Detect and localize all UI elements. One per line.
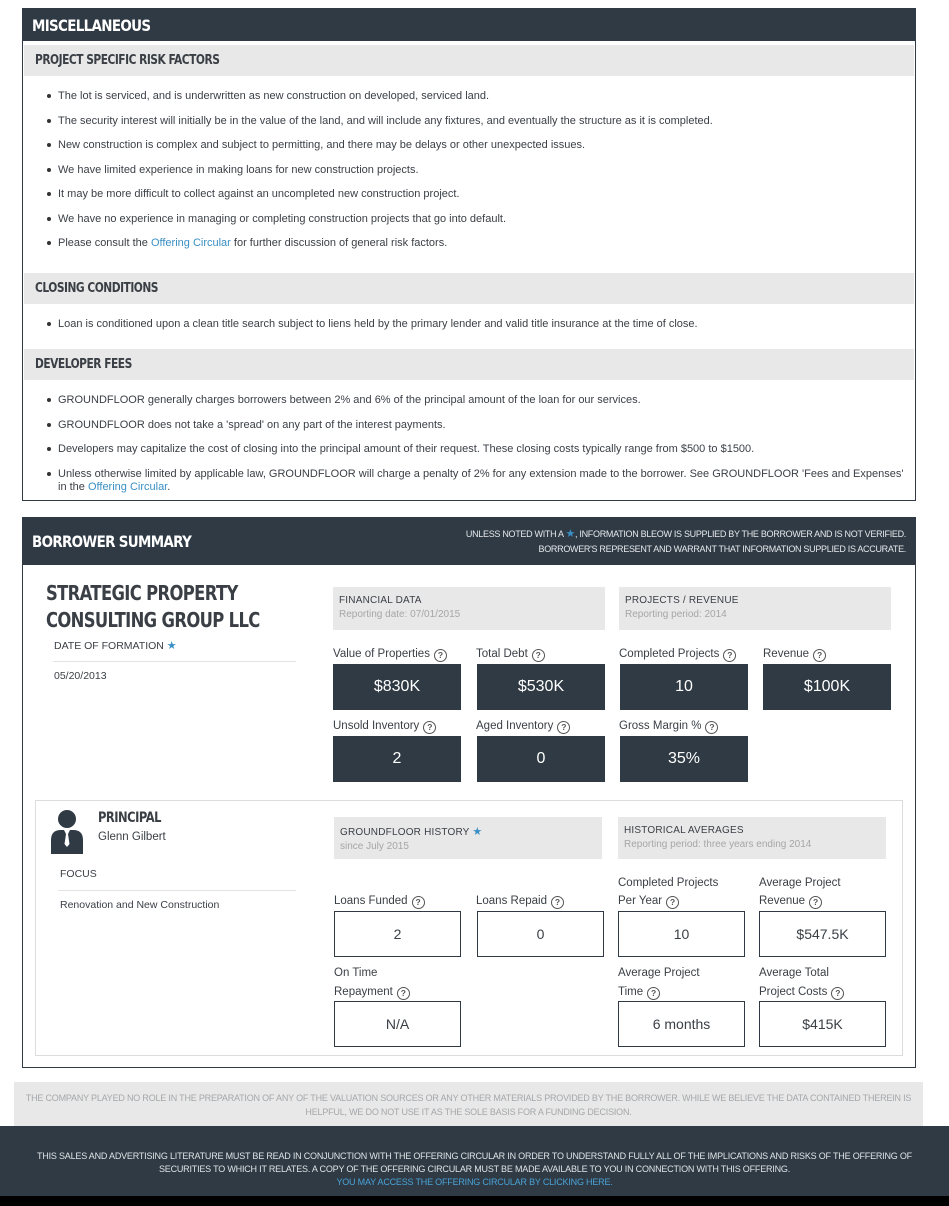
stat-label — [476, 645, 545, 663]
list-item: The security interest will initially be in the value of the land, and will include any fixtures, and eventually the structure as it is completed. — [23, 115, 915, 129]
help-icon[interactable]: ? — [397, 987, 410, 1000]
stat-label — [759, 892, 822, 910]
list-item-text: for further discussion of general risk factors. — [230, 237, 448, 249]
stat-label — [759, 874, 841, 892]
risk-factors-title: PROJECT SPECIFIC RISK FACTORS — [35, 53, 220, 68]
help-icon[interactable]: ? — [434, 649, 447, 662]
developer-fees-title: DEVELOPER FEES — [35, 357, 132, 372]
star-icon: ★ — [166, 640, 177, 652]
historical-averages-box — [618, 817, 886, 859]
revenue: $100K — [763, 664, 891, 710]
loans-repaid: 0 — [477, 911, 604, 957]
borrower-summary-panel — [22, 517, 916, 1068]
completed-projects: 10 — [620, 664, 748, 710]
average-project-time: 6 months — [618, 1001, 745, 1047]
list-item-text: Unless otherwise limited by applicable law, GROUNDFLOOR will charge a penalty of 2% for any extension made to the borrower. See GROUNDFLOOR 'Fees and Expenses' in the — [58, 467, 904, 493]
history-sub: since July 2015 — [340, 841, 409, 852]
stat-label-text: Project Costs — [759, 986, 828, 998]
help-icon[interactable]: ? — [423, 721, 436, 734]
list-item: Developers may capitalize the cost of closing into the principal amount of their request. These closing costs typically range from $500 to $1500. — [23, 443, 915, 457]
stat-label — [334, 964, 377, 982]
company-name: STRATEGIC PROPERTY CONSULTING GROUP LLC — [46, 581, 260, 632]
user-icon — [50, 810, 84, 854]
offering-circular-link[interactable]: Offering Circular — [150, 237, 231, 249]
help-icon[interactable]: ? — [705, 721, 718, 734]
average-total-project-costs: $415K — [759, 1001, 886, 1047]
stat-label-text: Per Year — [618, 895, 663, 907]
note-text: UNLESS NOTED WITH A — [465, 529, 564, 539]
borrower-note — [466, 526, 906, 557]
focus-label: FOCUS — [60, 868, 97, 880]
help-icon[interactable]: ? — [813, 649, 826, 662]
focus-value: Renovation and New Construction — [60, 899, 220, 911]
miscellaneous-header — [23, 9, 915, 41]
footer — [0, 1126, 949, 1196]
stat-label — [619, 645, 736, 663]
list-item: The lot is serviced, and is underwritten as new construction on developed, serviced land. — [23, 90, 915, 104]
list-item: We have limited experience in making loans for new construction projects. — [23, 164, 915, 178]
aged-inventory: 0 — [477, 736, 605, 782]
average-project-revenue: $547.5K — [759, 911, 886, 957]
financial-data-box — [333, 587, 605, 630]
developer-fees-list — [23, 380, 915, 501]
borrower-summary-title: BORROWER SUMMARY — [32, 532, 192, 551]
stat-label-text: Revenue — [759, 895, 806, 907]
star-icon: ★ — [472, 826, 483, 838]
stat-label — [763, 645, 826, 663]
list-item-text: . — [167, 481, 171, 493]
note-text: BORROWER'S REPRESENT AND WARRANT THAT INFORMATION SUPPLIED IS ACCURATE. — [538, 544, 906, 554]
miscellaneous-title: MISCELLANEOUS — [32, 15, 151, 35]
list-item: It may be more difficult to collect against an uncompleted new construction project. — [23, 188, 915, 202]
completed-projects-per-year: 10 — [618, 911, 745, 957]
borrower-summary-header — [23, 518, 915, 565]
stat-label-text: Revenue — [763, 648, 810, 660]
on-time-repayment: N/A — [334, 1001, 461, 1047]
closing-conditions-list — [23, 304, 915, 346]
stat-label — [759, 964, 829, 982]
formation-label-text: DATE OF FORMATION — [54, 640, 164, 652]
list-item: New construction is complex and subject to permitting, and there may be delays or other unexpected issues. — [23, 139, 915, 153]
divider — [53, 661, 296, 662]
stat-label — [333, 717, 436, 735]
risk-factors-list — [23, 76, 915, 257]
list-item: GROUNDFLOOR generally charges borrowers between 2% and 6% of the principal amount of the loan for our services. — [23, 394, 915, 408]
stat-label — [618, 874, 718, 892]
stat-label-text: Aged Inventory — [476, 720, 554, 732]
stat-label-text: Loans Funded — [334, 895, 408, 907]
help-icon[interactable]: ? — [557, 721, 570, 734]
stat-label — [618, 964, 700, 982]
loans-funded: 2 — [334, 911, 461, 957]
formation-label — [54, 639, 177, 652]
help-icon[interactable]: ? — [666, 896, 679, 909]
principal-title: PRINCIPAL — [98, 810, 161, 826]
history-title — [340, 825, 596, 838]
list-item: We have no experience in managing or completing construction projects that go into default. — [23, 213, 915, 227]
stat-label-text: Completed Projects — [619, 648, 720, 660]
groundfloor-history-box — [334, 817, 602, 859]
help-icon[interactable]: ? — [809, 896, 822, 909]
list-item-text: Please consult the — [58, 237, 151, 249]
closing-conditions-title: CLOSING CONDITIONS — [35, 280, 158, 296]
list-item — [23, 468, 915, 495]
total-debt: $530K — [477, 664, 605, 710]
list-item: Loan is conditioned upon a clean title search subject to liens held by the primary lender and valid title insurance at the time of close. — [23, 318, 915, 332]
stat-label-text: Time — [618, 986, 644, 998]
stat-label — [618, 892, 679, 910]
help-icon[interactable]: ? — [551, 896, 564, 909]
help-icon[interactable]: ? — [532, 649, 545, 662]
stat-label — [334, 892, 425, 910]
averages-title: HISTORICAL AVERAGES — [624, 825, 744, 836]
help-icon[interactable]: ? — [831, 987, 844, 1000]
help-icon[interactable]: ? — [412, 896, 425, 909]
list-item: GROUNDFLOOR does not take a 'spread' on any part of the interest payments. — [23, 419, 915, 433]
list-item — [23, 237, 915, 251]
averages-sub: Reporting period: three years ending 2014 — [624, 839, 812, 850]
history-title-text: GROUNDFLOOR HISTORY — [340, 827, 470, 838]
offering-circular-link[interactable]: Offering Circular — [87, 481, 168, 493]
projects-revenue-title: PROJECTS / REVENUE — [625, 595, 739, 606]
help-icon[interactable]: ? — [723, 649, 736, 662]
stat-label-text: Average Total — [759, 967, 829, 979]
stat-label-text: Average Project — [759, 877, 841, 889]
help-icon[interactable]: ? — [647, 987, 660, 1000]
principal-card — [35, 800, 903, 1056]
stat-label — [334, 983, 410, 1001]
valuation-disclaimer: THE COMPANY PLAYED NO ROLE IN THE PREPARATION OF ANY OF THE VALUATION SOURCES OR ANY OTHER MATERIALS PROVIDED BY THE BORROWER. WHILE WE BELIEVE THE DATA CONTAINED THEREIN IS HELPFUL, WE DO NOT USE IT AS THE SOLE BASIS FOR A FUNDING DECISION. — [14, 1082, 923, 1126]
financial-data-title: FINANCIAL DATA — [339, 595, 422, 606]
risk-factors-heading — [24, 45, 914, 76]
stat-label — [618, 983, 660, 1001]
value-of-properties: $830K — [333, 664, 461, 710]
unsold-inventory: 2 — [333, 736, 461, 782]
stat-label-text: Unsold Inventory — [333, 720, 420, 732]
stat-label-text: Gross Margin % — [619, 720, 702, 732]
star-icon: ★ — [565, 528, 575, 540]
projects-revenue-sub: Reporting period: 2014 — [625, 609, 727, 620]
closing-conditions-heading — [24, 273, 914, 304]
miscellaneous-panel — [22, 8, 916, 501]
developer-fees-heading — [24, 349, 914, 380]
stat-label-text: Loans Repaid — [476, 895, 547, 907]
footer-text: THIS SALES AND ADVERTISING LITERATURE MUST BE READ IN CONJUNCTION WITH THE OFFERING CIRCULAR IN ORDER TO UNDERSTAND FULLY ALL OF THE IMPLICATIONS AND RISKS OF THE OFFERING OF SECURITIES TO WHICH IT RELATES. A COPY OF THE OFFERING CIRCULAR MUST BE MADE AVAILABLE TO YOU IN CONNECTION WITH THIS OFFERING. — [36, 1151, 912, 1174]
stat-label-text: On Time — [334, 967, 378, 979]
financial-data-sub: Reporting date: 07/01/2015 — [339, 609, 461, 620]
gross-margin: 35% — [620, 736, 748, 782]
note-text: , INFORMATION BLEOW IS SUPPLIED BY THE BORROWER AND IS NOT VERIFIED. — [575, 529, 906, 539]
principal-name: Glenn Gilbert — [98, 831, 166, 843]
stat-label — [759, 983, 844, 1001]
divider — [58, 890, 296, 891]
formation-date: 05/20/2013 — [54, 670, 107, 682]
offering-circular-footer-link[interactable]: YOU MAY ACCESS THE OFFERING CIRCULAR BY CLICKING HERE. — [336, 1177, 613, 1187]
stat-label-text: Repayment — [334, 986, 393, 998]
stat-label-text: Total Debt — [476, 648, 528, 660]
stat-label — [476, 717, 570, 735]
stat-label — [619, 717, 718, 735]
stat-label-text: Completed Projects — [618, 877, 719, 889]
stat-label-text: Average Project — [618, 967, 700, 979]
projects-revenue-box — [619, 587, 891, 630]
stat-label — [333, 645, 447, 663]
stat-label — [476, 892, 564, 910]
bottom-bar — [0, 1196, 949, 1206]
stat-label-text: Value of Properties — [333, 648, 430, 660]
